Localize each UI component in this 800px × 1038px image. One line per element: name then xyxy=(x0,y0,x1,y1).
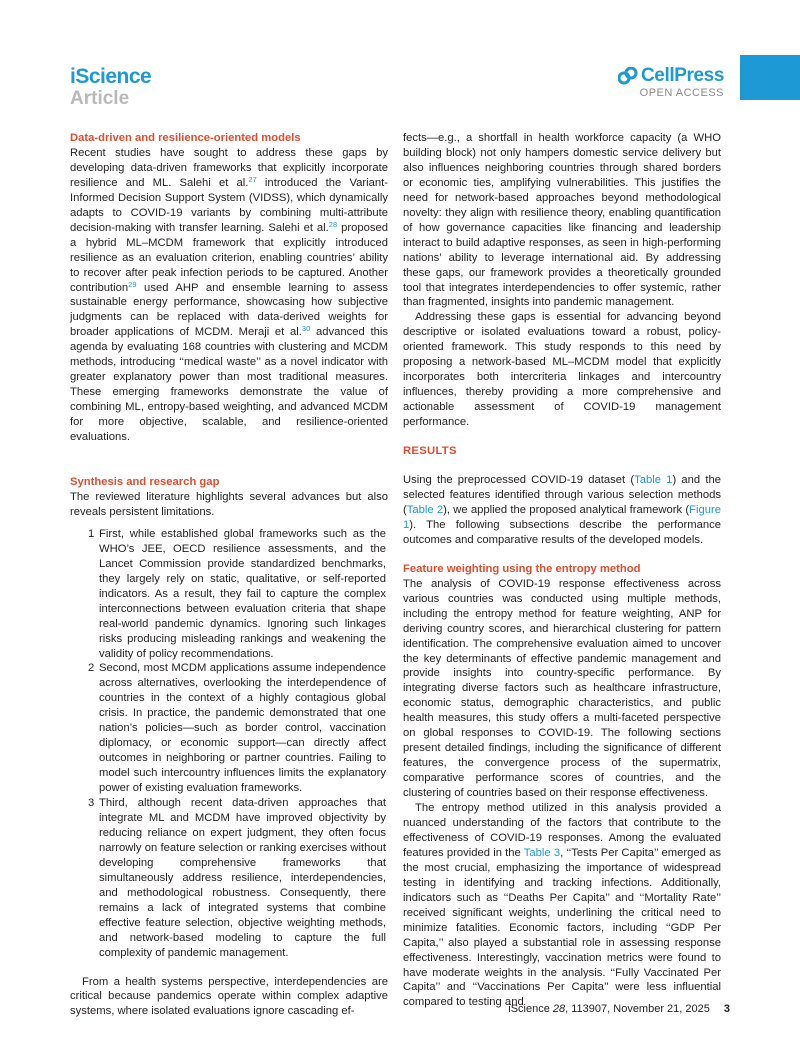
table-1-link[interactable]: Table 1 xyxy=(634,474,673,487)
figure-1-link[interactable]: Figure 1 xyxy=(403,503,722,531)
subheading-entropy: Feature weighting using the entropy method xyxy=(403,562,641,575)
publisher-name: CellPress xyxy=(640,65,724,86)
subheading-synthesis: Synthesis and research gap xyxy=(70,476,220,489)
publisher-brand xyxy=(614,66,724,99)
text-segment: proposed a hybrid ML–MCDM framework that explicitly introduced resilience as an evaluation criterion, enabling countries’ ability to recover after peak infection periods to be captured. Another contribution xyxy=(70,221,388,294)
left-column xyxy=(70,131,388,1019)
text-segment: ), we applied the proposed analytical framework ( xyxy=(443,503,690,516)
section-heading-results: RESULTS xyxy=(403,445,457,458)
text-segment: introduced the Variant-Informed Decision Support System (VIDSS), which dynamically adapts to COVID-19 variants by combining multi-attribute decision-making with transfer learning. Salehi et al. xyxy=(70,176,388,234)
list-number: 2 xyxy=(88,662,95,675)
paragraph-continuation: fects—e.g., a shortfall in health workforce capacity (a WHO building block) not only hampers domestic service delivery but also influences neighboring countries through shared borders or economic ties, amplifying vulnerabilities. This justifies the need for network-based approaches beyond methodological novelty: they align with resilience theory, enabling quantification of how governance capacities like financing and leadership interact to build adaptive responses, as seen in high-performing nations’ ability to leverage international aid. By addressing these gaps, our framework provides a theoretically grounded tool that integrates interdependencies to offer systemic, rather than fragmented, insights into pandemic management. xyxy=(403,132,721,309)
text-segment: ). The following subsections describe the performance outcomes and comparative results of the developed models. xyxy=(403,518,721,546)
paragraph-entropy-results xyxy=(403,801,721,1010)
citation-30[interactable]: 30 xyxy=(301,324,311,334)
paragraph-synthesis-intro: The reviewed literature highlights several advances but also reveals persistent limitations. xyxy=(70,490,388,518)
paragraph-health-systems: From a health systems perspective, interdependencies are critical because pandemics operate within complex adaptive systems, where isolated evaluations ignore cascading ef- xyxy=(70,975,388,1018)
citation-27[interactable]: 27 xyxy=(248,174,257,184)
text-segment: The entropy method utilized in this analysis provided a nuanced understanding of the factors that contribute to the effectiveness of COVID-19 responses. Among the evaluated features provided in the xyxy=(403,802,721,859)
text-segment: Using the preprocessed COVID-19 dataset ( xyxy=(403,474,635,487)
footer-volume: 28 xyxy=(552,1003,566,1015)
table-2-link[interactable]: Table 2 xyxy=(406,503,444,516)
text-segment: ) and the selected features identified through various selection methods ( xyxy=(403,474,722,516)
citation-28[interactable]: 28 xyxy=(328,219,338,229)
cellpress-logo-icon xyxy=(618,67,638,85)
paragraph-results-intro xyxy=(403,473,721,548)
citation-29[interactable]: 29 xyxy=(128,279,137,289)
text-segment: used AHP and ensemble learning to assess sustainable energy performance, showcasing how subjective judgments can be replaced with data-derived weights for broader applications of MCDM. Meraji et al. xyxy=(70,281,388,339)
footer-journal: iScience xyxy=(508,1003,550,1015)
page-footer xyxy=(508,1003,730,1015)
journal-name: iScience xyxy=(70,65,152,88)
list-item xyxy=(70,527,388,662)
text-segment: , ‘‘Tests Per Capita’’ emerged as the most crucial, emphasizing the importance of widespread testing in identifying and tracking infections. Additionally, indicators such as ‘‘Deaths Per Capita’’ and ‘‘Mortality Rate’’ received significant weights, underlining the critical need to minimize fatalities. Economic factors, including ‘‘GDP Per Capita,’’ also played a substantial role in assessing response effectiveness. Interestingly, vaccination metrics were found to have moderate weights in the analysis. ‘‘Fully Vaccinated Per Capita’’ and ‘‘Vaccinations Per Capita’’ were less influential compared to testing and xyxy=(403,846,722,1009)
list-item xyxy=(70,796,388,960)
paragraph-entropy-analysis: The analysis of COVID-19 response effectiveness across various countries was conducted using multiple methods, including the entropy method for feature weighting, ANP for deriving country scores, and hierarchical clustering for pattern identification. The comprehensive evaluation aimed to uncover the key determinants of effective pandemic management and provide insights into country-specific performance. By integrating diverse factors such as healthcare infrastructure, economic status, demographic characteristics, and public health measures, this study offers a multi-faceted perspective on global responses to COVID-19. The following sections present detailed findings, including the significance of different features, the convergence process of the supermatrix, comparative performance scores of countries, and the clustering of countries based on their response effectiveness. xyxy=(403,577,721,800)
open-access-label: OPEN ACCESS xyxy=(639,87,724,99)
footer-citation: , 113907, November 21, 2025 xyxy=(565,1003,710,1015)
list-item xyxy=(70,661,388,796)
paragraph-data-driven xyxy=(70,146,388,445)
corner-tab xyxy=(740,55,800,100)
list-number: 3 xyxy=(88,797,95,810)
list-text: Second, most MCDM applications assume independence across alternatives, overlooking the interdependence of countries in the context of a highly contagious global crisis. In practice, the pandemic demonstrated that one nation’s policies—such as border control, vaccination diplomacy, or economic support—can directly affect outcomes in neighboring or partner countries. Failing to model such intercountry influences limits the explanatory power of existing evaluation frameworks. xyxy=(99,662,386,795)
list-text: Third, although recent data-driven approaches that integrate ML and MCDM have improved objectivity by reducing reliance on expert judgment, they often focus narrowly on feature selection or ranking exercises without developing comprehensive frameworks that simultaneously address resilience, interdependencies, and methodological robustness. Consequently, there remains a lack of integrated systems that combine effective feature selection, objective weighting methods, and network-based modeling to capture the full complexity of pandemic management. xyxy=(99,797,386,959)
journal-brand xyxy=(70,66,151,110)
article-type: Article xyxy=(70,88,130,109)
right-column xyxy=(403,131,721,1010)
text-segment: advanced this agenda by evaluating 168 countries with clustering and MCDM methods, introducing ‘‘medical waste’’ as a novel indicator with greater explanatory power than most traditional measures. These emerging frameworks demonstrate the value of combining ML, entropy-based weighting, and advanced MCDM for more objective, scalable, and resilience-oriented evaluations. xyxy=(70,326,388,444)
text-segment: Recent studies have sought to address these gaps by developing data-driven frameworks that explicitly incorporate resilience and ML. Salehi et al. xyxy=(70,146,388,189)
list-text: First, while established global frameworks such as the WHO’s JEE, OECD resilience assessments, and the Lancet Commission provide standardized benchmarks, they largely rely on static, qualitative, or self-reported indicators. As a result, they fail to capture the complex interconnections between evaluation criteria that shape real-world pandemic dynamics. Ignoring such linkages risks producing misleading rankings and weakening the validity of policy recommendations. xyxy=(99,527,386,660)
table-3-link[interactable]: Table 3 xyxy=(523,846,561,859)
subheading-data-driven: Data-driven and resilience-oriented models xyxy=(70,132,301,144)
paragraph-addressing-gaps: Addressing these gaps is essential for advancing beyond descriptive or isolated evaluations toward a robust, policy-oriented framework. This study responds to this need by proposing a network-based ML–MCDM model that explicitly incorporates both intercriteria linkages and intercountry influences, thereby providing a more comprehensive and actionable assessment of COVID-19 management performance. xyxy=(403,311,721,429)
page-number: 3 xyxy=(723,1003,730,1015)
research-gap-list xyxy=(70,527,388,961)
list-number: 1 xyxy=(88,527,95,540)
